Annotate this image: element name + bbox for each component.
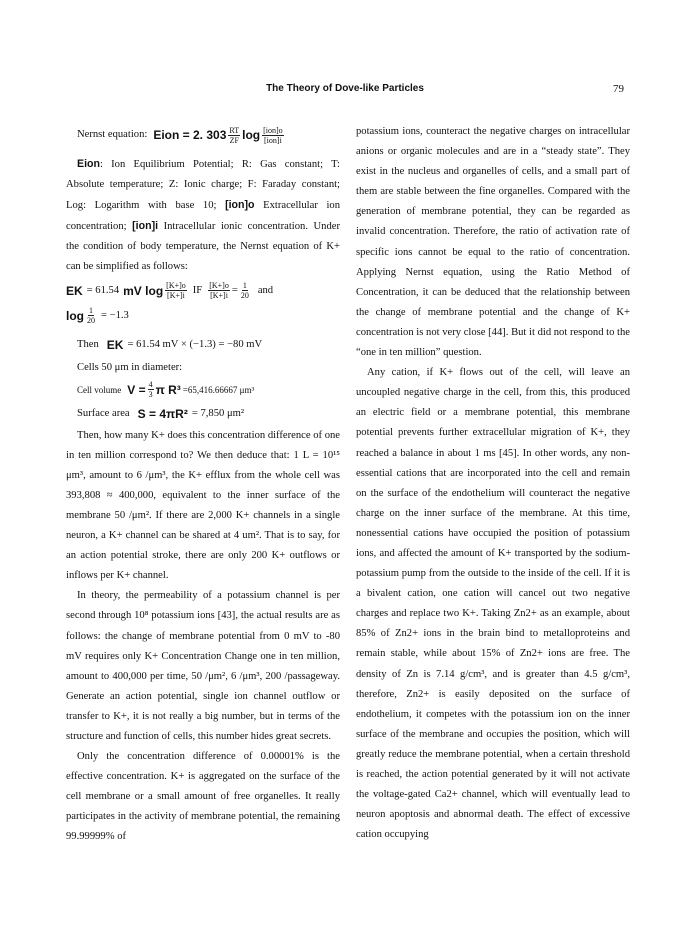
body-paragraph: Any cation, if K+ flows out of the cell, will leave an uncoupled negative charge in the cell, from this, this produced an electric field or a membrane potential, this membrane potential prevents further extracellular migration of K+, they reached a balance in about 1 ms [45]. In other words, any non-essential cations that are incorporated into the cell and remain on the surface of the endothelium will counteract the negative charge on the inner surface of the membrane. At this time, nonessential cations have occupied the position of potassium ions, and affected the amount of K+ transported by the sodium-potassium pump from the outside to the inside of the cell. If it is a bivalent cation, one cation will cancel out two negative charges and replace two K+. Taking Zn2+ as an example, about 85% of Zn2+ ions in the brain bind to metalloproteins and remain stable, while about 15% of Zn2+ ions are free. The density of Zn is 7.14 g/cm³, and is greater than 4.5 g/cm³, therefore, Zn2+ is easily deposited on the surface of endothelium, it competes with the potassium ion on the inner surface of the membrane and occupies the position, which will greatly reduce the membrane potential, when a certain threshold is reached, the action potential generated by it will not activate the voltage-gated Ca2+ channel, which will eventually lead to neuron apoptosis and abnormal death. The effect of excessive cation occupying [356,367,630,841]
definitions-paragraph: Eion: Ion Equilibrium Potential; R: Gas constant; T: Absolute temperature; Z: Ionic charge; F: Faraday constant; Log: Logarithm with base 10; [ion]o Extracellular ion concentration; [ion]i Intracellular ionic concentration. Under the condition of body temperature, the Nernst equation of K+ can be simplified as follows: [66,158,341,273]
right-column [356,122,630,845]
volume-equation: Cell volume V = $\frac{4}{3}$ π R³ =65,416.66667 μm³ [77,380,255,400]
area-equation: Surface area S = 4πR² = 7,850 μm² [77,406,245,421]
k-ratio-fraction-2: $\frac{[K+]o}{[K+]i}$ [209,281,229,301]
cells-line: Cells 50 μm in diameter: [77,361,183,373]
ek-equation: EK = 61.54 mV log $\frac{[K+]o}{[K+]i}$ IF $\frac{[K+]o}{[K+]i}$ = $\frac{1}{20}$ and [66,281,274,301]
nernst-label: Nernst equation: [77,128,148,140]
body-paragraph: Only the concentration difference of 0.00001% is the effective concentration. K+ is aggregated on the surface of the cell membrane or a small amount of free organelles. It really participates in the activity of membrane potential, the remaining 99.99999% of [66,751,340,843]
eion-symbol: Eion [77,158,100,170]
four-thirds-fraction: $\frac{4}{3}$ [148,380,153,400]
body-paragraph: In theory, the permeability of a potassium channel is per second through 10⁸ potassium ions [43], the actual results are as follows: the change of membrane potential from 0 mV to -80 mV requires only K+ Concentration Change one in ten million, amount to 400,000 per time, 50 /μm², 6 /μm³, 200 /passageway. Generate an action potential, single ion channel outflow or transfer to K+, it is not really a big number, but in terms of the structure and function of cells, this number hides great secrets. [66,590,340,742]
running-title: The Theory of Dove-like Particles [266,83,424,94]
body-paragraph: Then, how many K+ does this concentration difference of one in ten million correspond to? We then deduce that: 1 L = 10¹⁵ μm³, amount to 6 /μm³, the K+ efflux from the whole cell was 393,808 ≈ 400,000, equivalent to the inner surface of the membrane 50 /μm². If there are 2,000 K+ channels in a single neuron, a K+ channel can be shared at 4 um². That is to say, for an action potential stroke, there are only 200 K+ outflows or inflows per K+ channel. [66,429,340,582]
left-column [66,122,340,848]
nernst-lhs: Eion = 2. 303 [153,127,227,142]
log-equation: log $\frac{1}{20}$ = −1.3 [66,306,129,326]
then-equation: Then EK = 61.54 mV × (−1.3) = −80 mV [77,337,263,352]
page-header [0,83,690,99]
nernst-log: log [242,127,261,142]
ion-ratio-fraction: $\frac{\text{[ion]o}}{\text{[ion]i}}$ [263,125,283,145]
k-ratio-fraction: $\frac{[K+]o}{[K+]i}$ [166,281,186,301]
nernst-equation [77,122,340,148]
log-fraction: $\frac{1}{20}$ [87,306,95,326]
body-paragraph: potassium ions, counteract the negative charges on intracellular anions or organic molecules and are in a “steady state”. They exist in the nucleus and organelles of cells, and a small part of them are stable between the fine organelles. Compared with the generation of membrane potential, they can be regarded as invalid concentration. Therefore, the ratio of activation rate of specific ions cannot be equal to the ratio of concentration. Applying Nernst equation, using the Ratio Method of Concentration, it can be deduced that the relationship between the change of membrane potential and the change of K+ concentration is not very close [44]. But it did not respond to the “one in ten million” question. [356,126,630,359]
page-number: 79 [613,83,624,95]
rt-zf-fraction: $\frac{RT}{ZF}$ [229,125,240,145]
one-twentieth-fraction: $\frac{1}{20}$ [240,281,249,301]
